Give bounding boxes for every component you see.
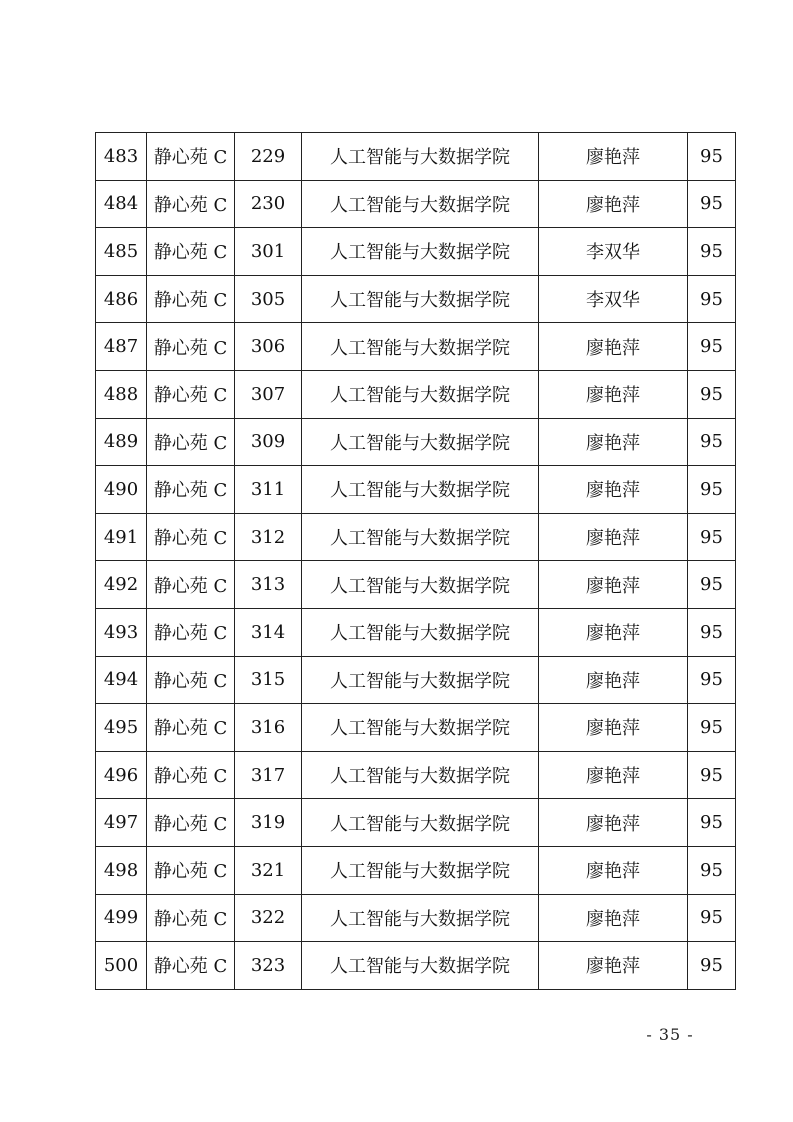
- building-cell: 静心苑 C: [147, 608, 235, 656]
- table-row: [96, 846, 736, 894]
- college-cell: 人工智能与大数据学院: [302, 608, 539, 656]
- row-index-cell: 494: [96, 656, 147, 704]
- building-cell: 静心苑 C: [147, 275, 235, 323]
- counselor-cell: 廖艳萍: [539, 751, 688, 799]
- building-cell: 静心苑 C: [147, 133, 235, 181]
- counselor-cell: 廖艳萍: [539, 656, 688, 704]
- table-row: [96, 751, 736, 799]
- row-index-cell: 493: [96, 608, 147, 656]
- building-cell: 静心苑 C: [147, 704, 235, 752]
- score-cell: 95: [688, 133, 736, 181]
- counselor-cell: 廖艳萍: [539, 942, 688, 990]
- room-number-cell: 306: [235, 323, 302, 371]
- row-index-cell: 500: [96, 942, 147, 990]
- counselor-cell: 廖艳萍: [539, 466, 688, 514]
- score-cell: 95: [688, 894, 736, 942]
- counselor-cell: 廖艳萍: [539, 561, 688, 609]
- score-cell: 95: [688, 846, 736, 894]
- building-cell: 静心苑 C: [147, 942, 235, 990]
- college-cell: 人工智能与大数据学院: [302, 513, 539, 561]
- room-number-cell: 312: [235, 513, 302, 561]
- room-number-cell: 315: [235, 656, 302, 704]
- building-cell: 静心苑 C: [147, 846, 235, 894]
- row-index-cell: 487: [96, 323, 147, 371]
- college-cell: 人工智能与大数据学院: [302, 846, 539, 894]
- building-cell: 静心苑 C: [147, 466, 235, 514]
- counselor-cell: 廖艳萍: [539, 799, 688, 847]
- college-cell: 人工智能与大数据学院: [302, 418, 539, 466]
- table-row: [96, 704, 736, 752]
- room-number-cell: 305: [235, 275, 302, 323]
- counselor-cell: 廖艳萍: [539, 323, 688, 371]
- table-row: [96, 561, 736, 609]
- counselor-cell: 廖艳萍: [539, 370, 688, 418]
- score-cell: 95: [688, 704, 736, 752]
- college-cell: 人工智能与大数据学院: [302, 704, 539, 752]
- building-cell: 静心苑 C: [147, 751, 235, 799]
- table-row: [96, 418, 736, 466]
- row-index-cell: 497: [96, 799, 147, 847]
- building-cell: 静心苑 C: [147, 180, 235, 228]
- row-index-cell: 484: [96, 180, 147, 228]
- counselor-cell: 廖艳萍: [539, 894, 688, 942]
- table-row: [96, 942, 736, 990]
- row-index-cell: 496: [96, 751, 147, 799]
- table-row: [96, 133, 736, 181]
- counselor-cell: 廖艳萍: [539, 180, 688, 228]
- room-number-cell: 309: [235, 418, 302, 466]
- counselor-cell: 廖艳萍: [539, 513, 688, 561]
- score-cell: 95: [688, 466, 736, 514]
- score-cell: 95: [688, 656, 736, 704]
- score-cell: 95: [688, 942, 736, 990]
- row-index-cell: 495: [96, 704, 147, 752]
- table-row: [96, 799, 736, 847]
- counselor-cell: 廖艳萍: [539, 133, 688, 181]
- counselor-cell: 李双华: [539, 228, 688, 276]
- counselor-cell: 廖艳萍: [539, 418, 688, 466]
- college-cell: 人工智能与大数据学院: [302, 275, 539, 323]
- college-cell: 人工智能与大数据学院: [302, 561, 539, 609]
- building-cell: 静心苑 C: [147, 894, 235, 942]
- college-cell: 人工智能与大数据学院: [302, 894, 539, 942]
- room-number-cell: 317: [235, 751, 302, 799]
- room-number-cell: 229: [235, 133, 302, 181]
- score-cell: 95: [688, 751, 736, 799]
- counselor-cell: 李双华: [539, 275, 688, 323]
- building-cell: 静心苑 C: [147, 799, 235, 847]
- score-cell: 95: [688, 513, 736, 561]
- score-cell: 95: [688, 180, 736, 228]
- row-index-cell: 490: [96, 466, 147, 514]
- score-cell: 95: [688, 608, 736, 656]
- building-cell: 静心苑 C: [147, 370, 235, 418]
- counselor-cell: 廖艳萍: [539, 704, 688, 752]
- building-cell: 静心苑 C: [147, 323, 235, 371]
- table-body: [96, 133, 736, 990]
- row-index-cell: 489: [96, 418, 147, 466]
- score-cell: 95: [688, 323, 736, 371]
- table-row: [96, 370, 736, 418]
- room-number-cell: 316: [235, 704, 302, 752]
- table-row: [96, 228, 736, 276]
- college-cell: 人工智能与大数据学院: [302, 133, 539, 181]
- room-number-cell: 313: [235, 561, 302, 609]
- table-row: [96, 513, 736, 561]
- table-row: [96, 466, 736, 514]
- score-cell: 95: [688, 228, 736, 276]
- score-cell: 95: [688, 275, 736, 323]
- table-row: [96, 323, 736, 371]
- row-index-cell: 492: [96, 561, 147, 609]
- row-index-cell: 498: [96, 846, 147, 894]
- table-row: [96, 608, 736, 656]
- row-index-cell: 486: [96, 275, 147, 323]
- room-number-cell: 314: [235, 608, 302, 656]
- score-cell: 95: [688, 561, 736, 609]
- building-cell: 静心苑 C: [147, 513, 235, 561]
- building-cell: 静心苑 C: [147, 561, 235, 609]
- table-row: [96, 894, 736, 942]
- row-index-cell: 488: [96, 370, 147, 418]
- room-number-cell: 323: [235, 942, 302, 990]
- college-cell: 人工智能与大数据学院: [302, 942, 539, 990]
- room-number-cell: 307: [235, 370, 302, 418]
- row-index-cell: 483: [96, 133, 147, 181]
- college-cell: 人工智能与大数据学院: [302, 228, 539, 276]
- room-number-cell: 319: [235, 799, 302, 847]
- score-cell: 95: [688, 370, 736, 418]
- building-cell: 静心苑 C: [147, 228, 235, 276]
- counselor-cell: 廖艳萍: [539, 846, 688, 894]
- college-cell: 人工智能与大数据学院: [302, 799, 539, 847]
- table-row: [96, 656, 736, 704]
- table-row: [96, 180, 736, 228]
- college-cell: 人工智能与大数据学院: [302, 180, 539, 228]
- room-number-cell: 230: [235, 180, 302, 228]
- college-cell: 人工智能与大数据学院: [302, 466, 539, 514]
- counselor-cell: 廖艳萍: [539, 608, 688, 656]
- score-cell: 95: [688, 799, 736, 847]
- college-cell: 人工智能与大数据学院: [302, 370, 539, 418]
- room-number-cell: 322: [235, 894, 302, 942]
- college-cell: 人工智能与大数据学院: [302, 323, 539, 371]
- building-cell: 静心苑 C: [147, 418, 235, 466]
- page-number: - 35 -: [646, 1025, 694, 1044]
- room-number-cell: 311: [235, 466, 302, 514]
- row-index-cell: 491: [96, 513, 147, 561]
- score-cell: 95: [688, 418, 736, 466]
- table-row: [96, 275, 736, 323]
- room-number-cell: 321: [235, 846, 302, 894]
- row-index-cell: 499: [96, 894, 147, 942]
- college-cell: 人工智能与大数据学院: [302, 751, 539, 799]
- dormitory-score-table: [95, 132, 736, 990]
- college-cell: 人工智能与大数据学院: [302, 656, 539, 704]
- row-index-cell: 485: [96, 228, 147, 276]
- building-cell: 静心苑 C: [147, 656, 235, 704]
- room-number-cell: 301: [235, 228, 302, 276]
